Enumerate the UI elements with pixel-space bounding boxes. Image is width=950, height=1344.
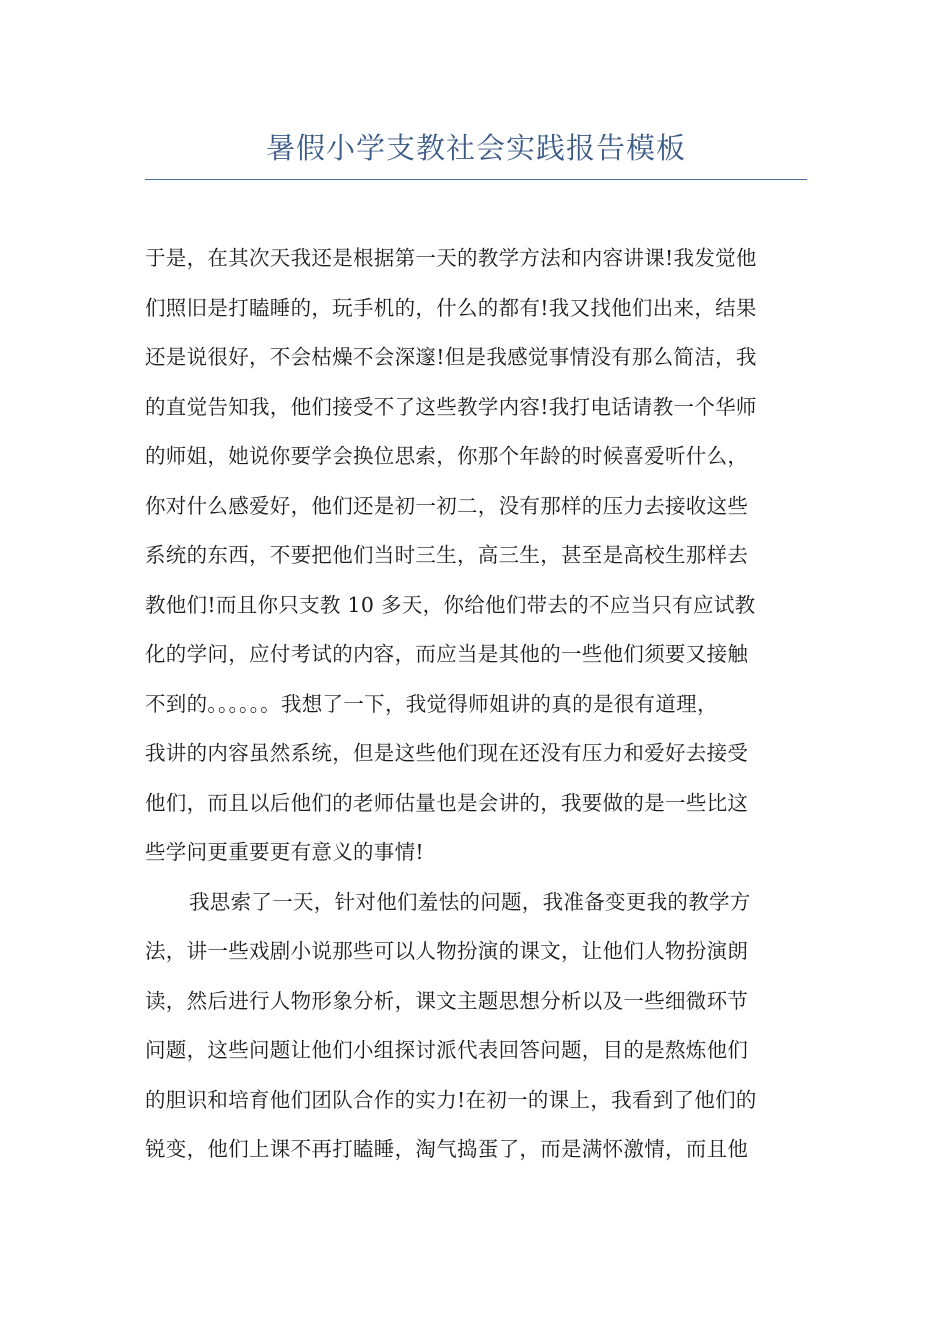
paragraph-line: 的直觉告知我，他们接受不了这些教学内容!我打电话请教一个华师: [145, 394, 757, 419]
paragraph-line: 教他们!而且你只支教 10 多天，你给他们带去的不应当只有应试教: [145, 592, 756, 617]
title-underline: [145, 179, 807, 180]
paragraph-line: 问题，这些问题让他们小组探讨派代表回答问题，目的是熬炼他们: [145, 1038, 749, 1062]
paragraph-line: 我讲的内容虽然系统，但是这些他们现在还没有压力和爱好去接受: [145, 741, 749, 765]
paragraph-line: 不到的。。。。。。我想了一下，我觉得师姐讲的真的是很有道理，: [145, 691, 718, 716]
paragraph-line: 他们，而且以后他们的老师估量也是会讲的，我要做的是一些比这: [145, 790, 749, 815]
paragraph-line: 的师姐，她说你要学会换位思索，你那个年龄的时候喜爱听什么，: [145, 444, 749, 468]
paragraph-line: 化的学问，应付考试的内容，而应当是其他的一些他们须要又接触: [145, 642, 749, 666]
paragraph-line: 系统的东西，不要把他们当时三生，高三生，甚至是高校生那样去: [145, 543, 749, 567]
paragraph-line: 些学问更重要更有意义的事情!: [145, 840, 424, 864]
paragraph-line: 们照旧是打瞌睡的，玩手机的，什么的都有!我又找他们出来，结果: [145, 295, 757, 320]
paragraph-line: 的胆识和培育他们团队合作的实力!在初一的课上，我看到了他们的: [145, 1087, 757, 1112]
paragraph-line: 读，然后进行人物形象分析，课文主题思想分析以及一些细微环节: [145, 988, 749, 1013]
paragraph-line: 还是说很好，不会枯燥不会深邃!但是我感觉事情没有那么简洁，我: [145, 345, 757, 369]
paragraph-line: 你对什么感爱好，他们还是初一初二，没有那样的压力去接收这些: [145, 493, 749, 518]
paragraph-line: 法，讲一些戏剧小说那些可以人物扮演的课文，让他们人物扮演朗: [145, 939, 749, 963]
paragraph-line: 我思索了一天，针对他们羞怯的问题，我准备变更我的教学方: [189, 889, 751, 914]
document-title: 暑假小学支教社会实践报告模板: [265, 131, 686, 165]
paragraph-line: 于是，在其次天我还是根据第一天的教学方法和内容讲课!我发觉他: [145, 246, 757, 270]
paragraph-line: 锐变，他们上课不再打瞌睡，淘气捣蛋了，而是满怀激情，而且他: [145, 1137, 749, 1161]
document-body: [145, 238, 825, 1179]
